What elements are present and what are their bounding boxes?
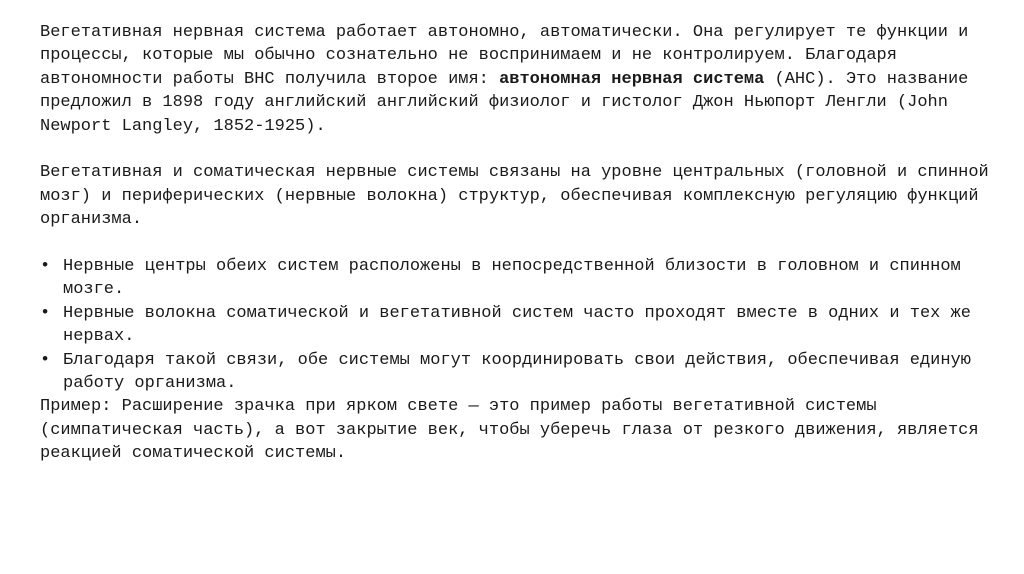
paragraph-spacer (40, 232, 992, 255)
intro-text-after: (АНС). Это название предложил в 1898 году английский английский физиолог и гистолог Джон Ньюпорт Ленгли (John Newport Langley, 1852-1925). (40, 69, 979, 136)
list-item (40, 255, 992, 302)
second-paragraph: Вегетативная и соматическая нервные системы связаны на уровне центральных (головной и спинной мозг) и периферических (нервные волокна) структур, обеспечивая комплексную регуляцию функций организма. (40, 163, 999, 230)
intro-bold-term: автономная нервная система (499, 69, 765, 89)
document-page (40, 21, 999, 466)
bullet-text: Нервные волокна соматической и вегетативной систем часто проходят вместе в одних и тех же нервах. (63, 303, 971, 347)
bullet-list (40, 255, 992, 395)
intro-text-before: Вегетативная нервная система работает автономно, автоматически. Она регулирует те функции и процессы, которые мы обычно сознательно не воспринимаем и не контролируем. Благодаря автономности работы ВНС получила второе имя: (40, 23, 979, 89)
bullet-icon: • (40, 257, 51, 277)
list-item (40, 349, 992, 396)
list-item (40, 302, 992, 349)
paragraph-spacer (40, 138, 992, 161)
intro-paragraph (40, 21, 992, 138)
bullet-text: Благодаря такой связи, обе системы могут координировать свои действия, обеспечивая единую работу организма. (63, 350, 971, 394)
bullet-icon: • (40, 350, 51, 370)
bullet-icon: • (40, 303, 51, 323)
example-paragraph: Пример: Расширение зрачка при ярком свете — это пример работы вегетативной системы (симпатическая часть), а вот закрытие век, чтобы уберечь глаза от резкого движения, является реакцией соматической системы. (40, 397, 989, 464)
bullet-text: Нервные центры обеих систем расположены в непосредственной близости в головном и спинном мозге. (63, 257, 961, 300)
